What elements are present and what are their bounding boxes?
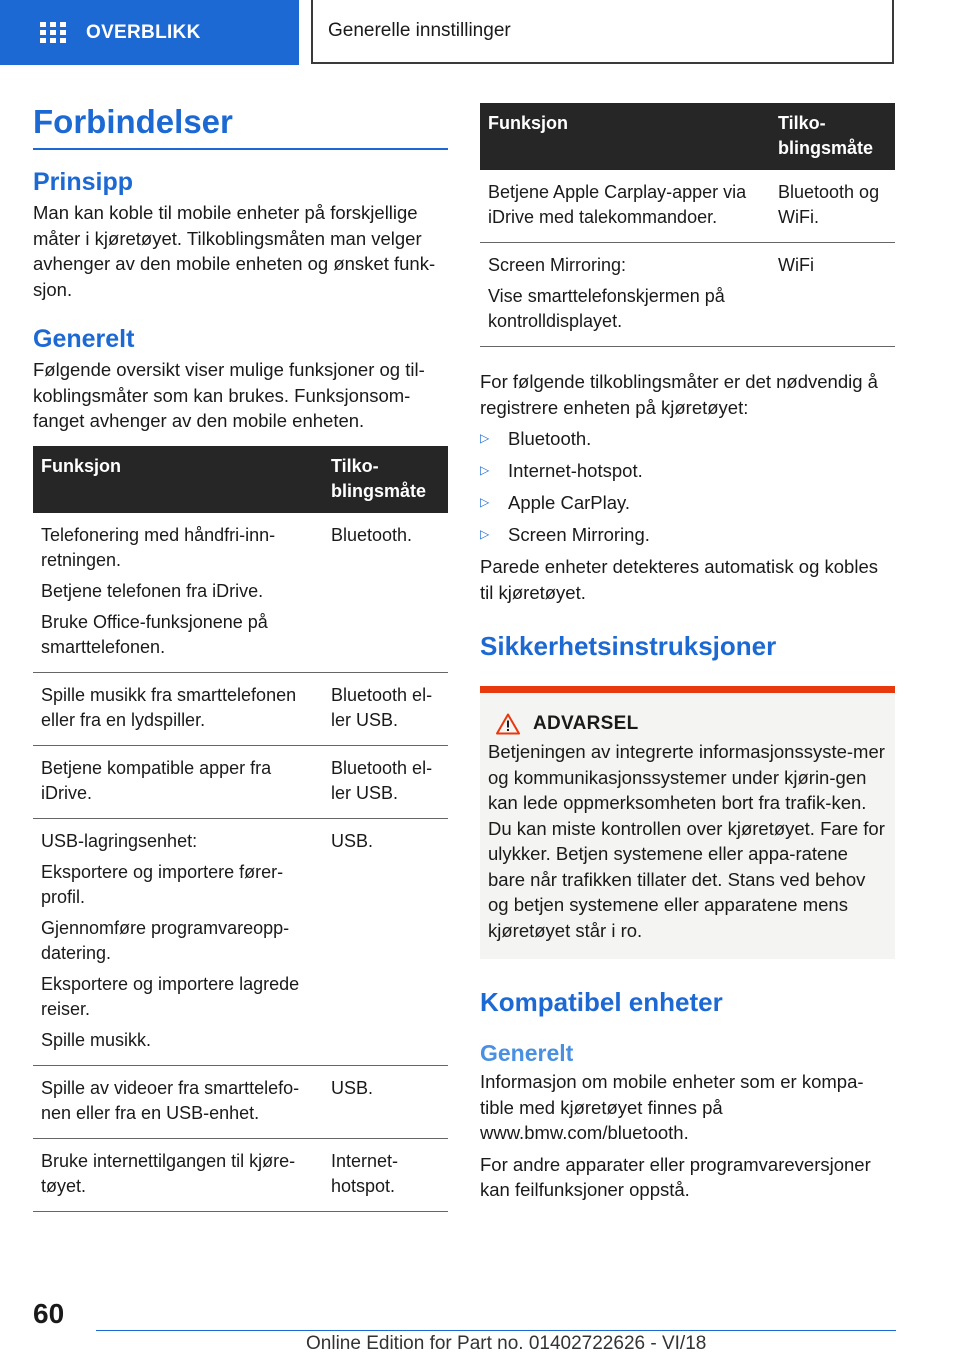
- table-row: [33, 1138, 448, 1211]
- edition-note: Online Edition for Part no. 01402722626 - VI/18: [306, 1333, 707, 1354]
- function-cell: [480, 243, 770, 347]
- warning-bar: [480, 686, 895, 693]
- list-item: [480, 522, 895, 548]
- table-row: [33, 818, 448, 1065]
- overview-tab[interactable]: [0, 0, 299, 65]
- left-column: [33, 100, 448, 1212]
- warning-icon: [496, 713, 520, 735]
- cell-paragraph: Telefonering med håndfri-inn-retningen.: [41, 524, 276, 570]
- list-item: [480, 426, 895, 452]
- warning-title-row: [488, 713, 887, 735]
- table-row: [33, 745, 448, 818]
- warning-text: Betjeningen av integrerte informasjonssyste-mer og kommunikasjonssystemer under kjørin-gen kan lede oppmerksomheten bort fra trafik-ken. Du kan miste kontrollen over kjøretøyet. Fare for ulykker. Betjen systemene eller appa-ratene bare når trafikken tillater det. Stans ved behov og betjen systemene eller apparatene mens kjøretøyet står i ro.: [488, 741, 885, 941]
- grid-menu-icon: [40, 22, 66, 44]
- list-item-label: Screen Mirroring.: [508, 524, 650, 545]
- cell-paragraph: USB-lagringsenhet:: [41, 830, 198, 851]
- footer-divider: [96, 1330, 896, 1331]
- triangle-bullet-icon: ▷: [480, 431, 490, 445]
- function-cell: [33, 1065, 323, 1138]
- section-header: [311, 0, 894, 64]
- principle-heading: Prinsipp: [33, 168, 134, 196]
- list-item-label: Apple CarPlay.: [508, 492, 631, 513]
- page-title: Forbindelser: [33, 103, 233, 140]
- table-row: [33, 513, 448, 673]
- triangle-bullet-icon: ▷: [480, 527, 490, 541]
- compatible-note: For andre apparater eller programvareversjoner kan feilfunksjoner oppstå.: [480, 1153, 871, 1200]
- title-divider: [33, 148, 448, 150]
- section-title: Generelle innstillinger: [328, 20, 511, 41]
- list-item: [480, 458, 895, 484]
- functions-table: [33, 446, 448, 1212]
- list-item-label: Internet-hotspot.: [508, 460, 643, 481]
- general-text: Følgende oversikt viser mulige funksjoner og til-koblingsmåter som kan brukes. Funksjonsom-fanget avhenger av den mobile enheten.: [33, 359, 425, 431]
- warning-title: ADVARSEL: [533, 713, 639, 734]
- cell-paragraph: Bruke internettilgangen til kjøre-tøyet.: [41, 1150, 296, 1196]
- connection-cell: Bluetooth.: [323, 513, 448, 673]
- registration-intro: For følgende tilkoblingsmåter er det nødvendig å registrere enheten på kjøretøyet:: [480, 371, 878, 418]
- compatible-text: Informasjon om mobile enheter som er kompa-tible med kjøretøyet finnes på www.bmw.com/bluetooth.: [480, 1071, 864, 1143]
- function-cell: [480, 170, 770, 243]
- triangle-bullet-icon: ▷: [480, 463, 490, 477]
- list-item-label: Bluetooth.: [508, 428, 592, 449]
- principle-text: Man kan koble til mobile enheter på forskjellige måter i kjøretøyet. Tilkoblingsmåten man velger avhenger av den mobile enheten og ønsket funk-sjon.: [33, 202, 436, 300]
- cell-paragraph: Screen Mirroring:: [488, 255, 627, 275]
- triangle-bullet-icon: ▷: [480, 495, 490, 509]
- page-number: 60: [33, 1298, 65, 1329]
- table-header-row: [33, 446, 448, 513]
- safety-heading: Sikkerhetsinstruksjoner: [480, 631, 777, 661]
- registration-list: [480, 426, 895, 548]
- column-header-function: Funksjon: [33, 446, 323, 513]
- table-row: [33, 1065, 448, 1138]
- table-row: [33, 672, 448, 745]
- connection-cell: Bluetooth el-ler USB.: [323, 745, 448, 818]
- connection-cell: USB.: [323, 1065, 448, 1138]
- cell-paragraph: Betjene Apple Carplay-apper via iDrive med talekommandoer.: [488, 182, 747, 227]
- cell-paragraph: Eksportere og importere lagrede reiser.: [41, 973, 300, 1019]
- connection-cell: Internet-hotspot.: [323, 1138, 448, 1211]
- cell-paragraph: Gjennomføre programvareopp-datering.: [41, 917, 290, 963]
- cell-paragraph: Betjene telefonen fra iDrive.: [41, 580, 264, 601]
- function-cell: [33, 513, 323, 673]
- compatible-heading: Kompatibel enheter: [480, 987, 723, 1017]
- cell-paragraph: Vise smarttelefonskjermen på kontrolldisplayet.: [488, 286, 725, 331]
- cell-paragraph: Spille musikk fra smarttelefonen eller fra en lydspiller.: [41, 684, 297, 730]
- connection-cell: USB.: [323, 818, 448, 1065]
- function-cell: [33, 745, 323, 818]
- column-header-function: Funksjon: [480, 103, 770, 170]
- connection-cell: Bluetooth og WiFi.: [770, 170, 895, 243]
- functions-table-continued: [480, 103, 895, 347]
- right-column: [480, 103, 895, 1203]
- function-cell: [33, 1138, 323, 1211]
- table-header-row: [480, 103, 895, 170]
- overview-tab-label: OVERBLIKK: [86, 21, 201, 43]
- warning-box: [480, 693, 895, 959]
- function-cell: [33, 672, 323, 745]
- function-cell: [33, 818, 323, 1065]
- cell-paragraph: Eksportere og importere fører-profil.: [41, 861, 284, 907]
- cell-paragraph: Bruke Office-funksjonene på smarttelefonen.: [41, 611, 268, 657]
- compatible-subheading: Generelt: [480, 1040, 574, 1066]
- column-header-connection: Tilko-blingsmåte: [323, 446, 448, 513]
- list-item: [480, 490, 895, 516]
- registration-outro: Parede enheter detekteres automatisk og kobles til kjøretøyet.: [480, 556, 878, 603]
- table-row: [480, 243, 895, 347]
- general-heading: Generelt: [33, 325, 135, 353]
- connection-cell: WiFi: [770, 243, 895, 347]
- cell-paragraph: Betjene kompatible apper fra iDrive.: [41, 757, 272, 803]
- connection-cell: Bluetooth el-ler USB.: [323, 672, 448, 745]
- cell-paragraph: Spille av videoer fra smarttelefo-nen eller fra en USB-enhet.: [41, 1077, 300, 1123]
- table-row: [480, 170, 895, 243]
- column-header-connection: Tilko-blingsmåte: [770, 103, 895, 170]
- cell-paragraph: Spille musikk.: [41, 1029, 152, 1050]
